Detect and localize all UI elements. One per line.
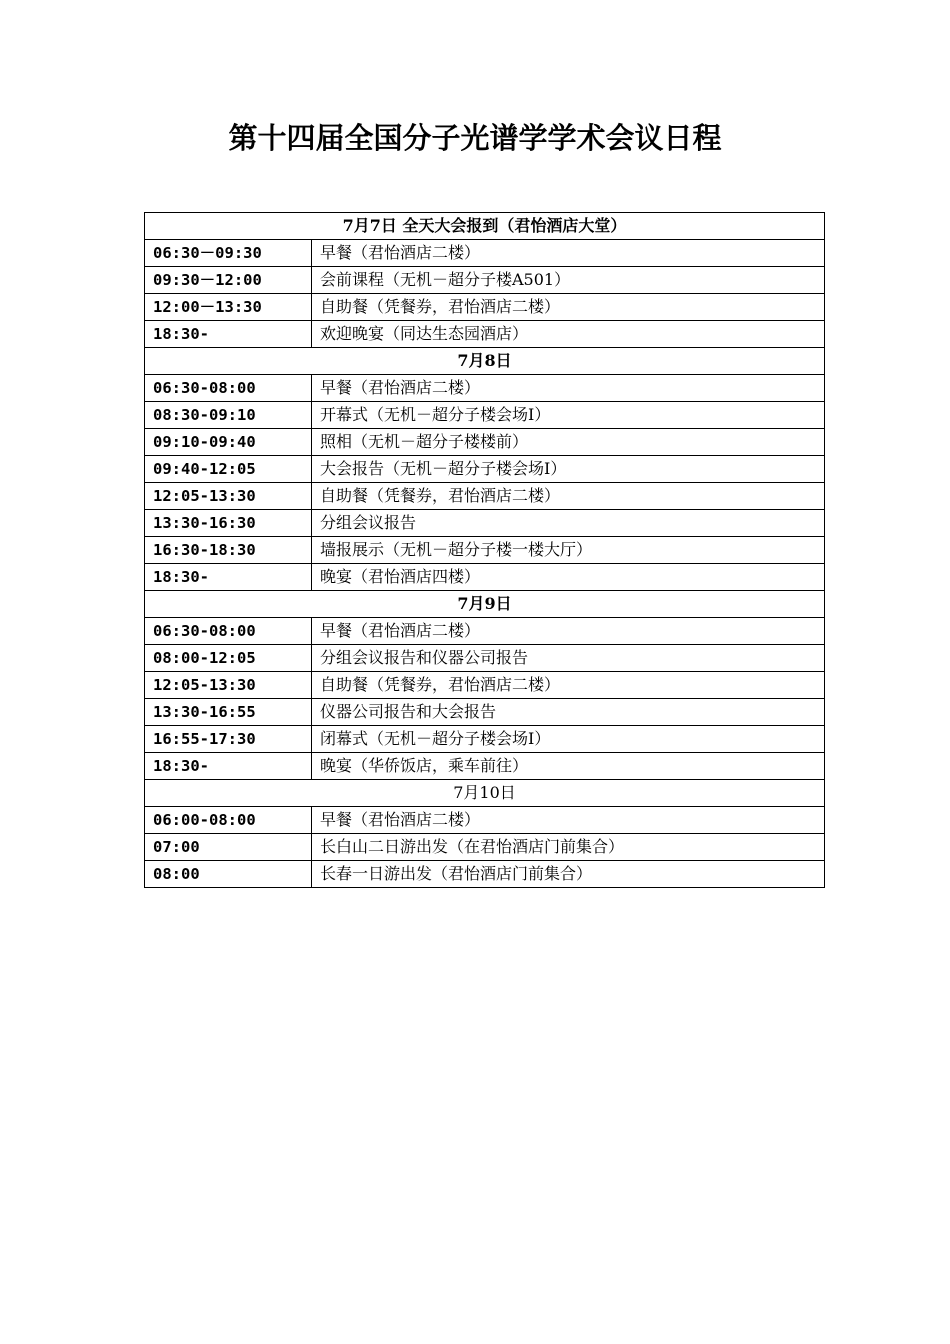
- time-cell: 06:30-08:00: [145, 618, 312, 645]
- day-header-row: [145, 348, 825, 375]
- time-cell: 12:00－13:30: [145, 294, 312, 321]
- time-cell: 13:30-16:30: [145, 510, 312, 537]
- time-cell: 12:05-13:30: [145, 672, 312, 699]
- time-cell: 08:00: [145, 861, 312, 888]
- page-title: 第十四届全国分子光谱学学术会议日程: [228, 121, 722, 155]
- schedule-row: [145, 537, 825, 564]
- event-cell: 分组会议报告: [312, 510, 825, 537]
- day-heading: 7月7日 全天大会报到（君怡酒店大堂）: [145, 213, 825, 240]
- time-cell: 08:00-12:05: [145, 645, 312, 672]
- time-cell: 18:30-: [145, 564, 312, 591]
- event-cell: 仪器公司报告和大会报告: [312, 699, 825, 726]
- schedule-row: [145, 375, 825, 402]
- event-cell: 长白山二日游出发（在君怡酒店门前集合）: [312, 834, 825, 861]
- event-cell: 早餐（君怡酒店二楼）: [312, 240, 825, 267]
- schedule-row: [145, 402, 825, 429]
- time-cell: 16:55-17:30: [145, 726, 312, 753]
- event-cell: 墙报展示（无机－超分子楼一楼大厅）: [312, 537, 825, 564]
- event-cell: 照相（无机－超分子楼楼前）: [312, 429, 825, 456]
- time-cell: 06:30－09:30: [145, 240, 312, 267]
- time-cell: 09:10-09:40: [145, 429, 312, 456]
- event-cell: 自助餐（凭餐券，君怡酒店二楼）: [312, 294, 825, 321]
- event-cell: 开幕式（无机－超分子楼会场I）: [312, 402, 825, 429]
- schedule-row: [145, 564, 825, 591]
- schedule-row: [145, 267, 825, 294]
- day-heading: 7月9日: [145, 591, 825, 618]
- day-heading: 7月10日: [145, 780, 825, 807]
- event-cell: 早餐（君怡酒店二楼）: [312, 375, 825, 402]
- schedule-row: [145, 807, 825, 834]
- schedule-row: [145, 429, 825, 456]
- event-cell: 欢迎晚宴（同达生态园酒店）: [312, 321, 825, 348]
- time-cell: 12:05-13:30: [145, 483, 312, 510]
- time-cell: 08:30-09:10: [145, 402, 312, 429]
- time-cell: 16:30-18:30: [145, 537, 312, 564]
- time-cell: 09:30－12:00: [145, 267, 312, 294]
- schedule-table: [144, 212, 825, 888]
- schedule-row: [145, 321, 825, 348]
- time-cell: 07:00: [145, 834, 312, 861]
- schedule-row: [145, 240, 825, 267]
- event-cell: 长春一日游出发（君怡酒店门前集合）: [312, 861, 825, 888]
- day-heading: 7月8日: [145, 348, 825, 375]
- event-cell: 自助餐（凭餐券，君怡酒店二楼）: [312, 672, 825, 699]
- day-header-row: [145, 591, 825, 618]
- event-cell: 分组会议报告和仪器公司报告: [312, 645, 825, 672]
- time-cell: 09:40-12:05: [145, 456, 312, 483]
- event-cell: 闭幕式（无机－超分子楼会场I）: [312, 726, 825, 753]
- event-cell: 早餐（君怡酒店二楼）: [312, 807, 825, 834]
- event-cell: 大会报告（无机－超分子楼会场I）: [312, 456, 825, 483]
- time-cell: 06:30-08:00: [145, 375, 312, 402]
- event-cell: 晚宴（君怡酒店四楼）: [312, 564, 825, 591]
- schedule-row: [145, 834, 825, 861]
- event-cell: 早餐（君怡酒店二楼）: [312, 618, 825, 645]
- schedule-row: [145, 483, 825, 510]
- day-header-row: [145, 780, 825, 807]
- schedule-row: [145, 753, 825, 780]
- schedule-row: [145, 510, 825, 537]
- schedule-row: [145, 618, 825, 645]
- schedule-row: [145, 294, 825, 321]
- time-cell: 13:30-16:55: [145, 699, 312, 726]
- schedule-row: [145, 456, 825, 483]
- day-header-row: [145, 213, 825, 240]
- event-cell: 晚宴（华侨饭店，乘车前往）: [312, 753, 825, 780]
- time-cell: 06:00-08:00: [145, 807, 312, 834]
- time-cell: 18:30-: [145, 321, 312, 348]
- schedule-row: [145, 645, 825, 672]
- schedule-row: [145, 726, 825, 753]
- time-cell: 18:30-: [145, 753, 312, 780]
- schedule-body: [145, 213, 825, 888]
- schedule-row: [145, 672, 825, 699]
- event-cell: 会前课程（无机－超分子楼A501）: [312, 267, 825, 294]
- schedule-row: [145, 699, 825, 726]
- schedule-row: [145, 861, 825, 888]
- event-cell: 自助餐（凭餐券，君怡酒店二楼）: [312, 483, 825, 510]
